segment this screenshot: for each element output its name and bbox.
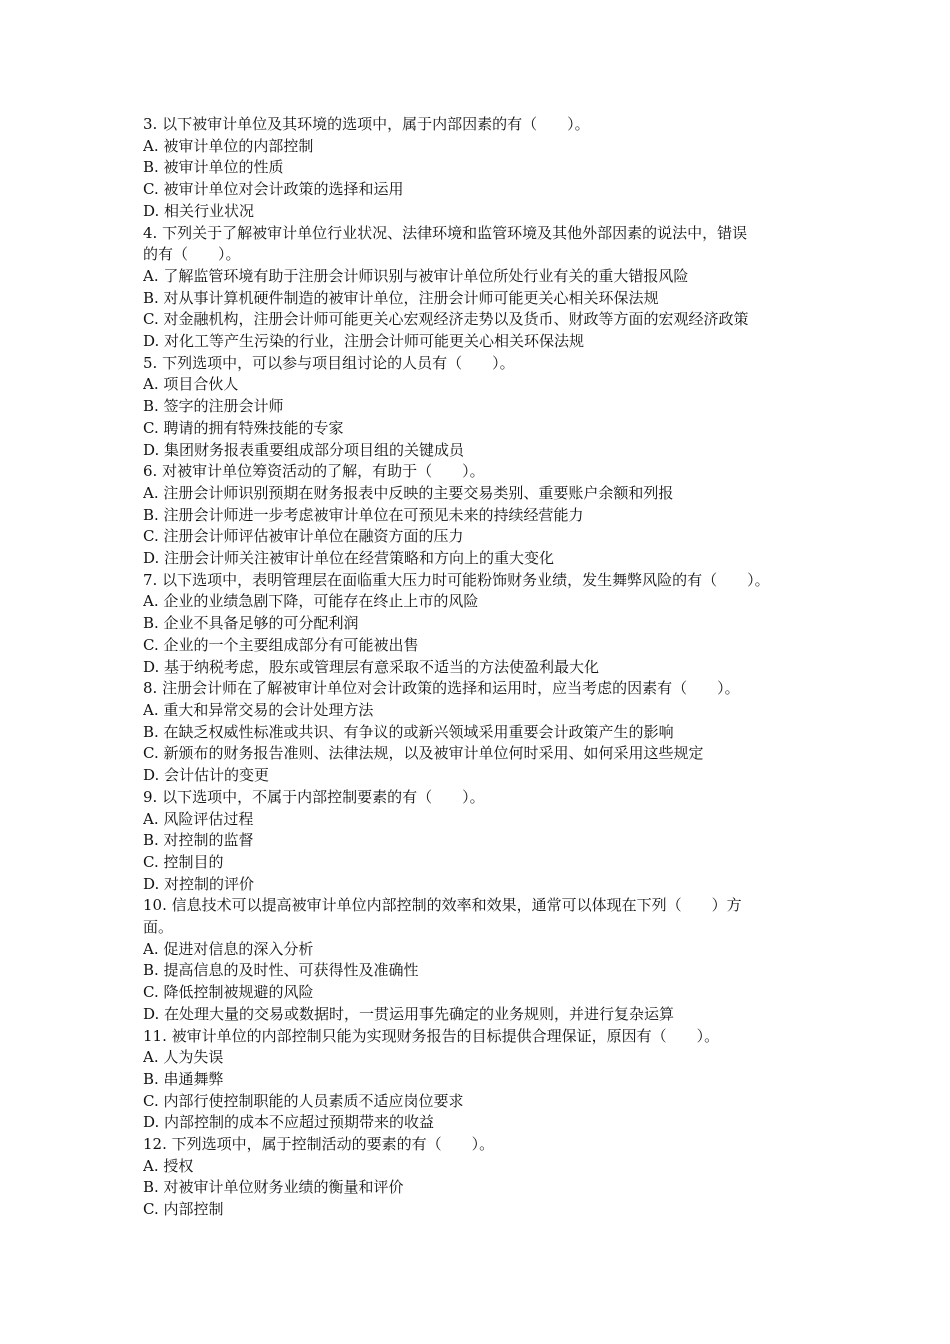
text-line: C. 新颁布的财务报告准则、法律法规，以及被审计单位何时采用、如何采用这些规定	[143, 744, 704, 763]
text-line: 面。	[143, 918, 174, 937]
text-line: 的有（ ）。	[143, 245, 241, 264]
text-line: D. 对控制的评价	[143, 874, 255, 893]
text-line: B. 在缺乏权威性标准或共识、有争议的或新兴领域采用重要会计政策产生的影响	[143, 722, 674, 741]
text-line: 9. 以下选项中，不属于内部控制要素的有（ ）。	[143, 787, 485, 806]
text-line: B. 对控制的监督	[143, 831, 254, 850]
text-line: A. 项目合伙人	[143, 375, 239, 394]
text-line: 4. 下列关于了解被审计单位行业状况、法律环境和监管环境及其他外部因素的说法中，错误	[143, 223, 748, 242]
text-line: 12. 下列选项中，属于控制活动的要素的有（ ）。	[143, 1135, 495, 1154]
text-line: B. 企业不具备足够的可分配利润	[143, 614, 359, 633]
text-line: B. 串通舞弊	[143, 1069, 224, 1088]
text-line: D. 基于纳税考虑，股东或管理层有意采取不适当的方法使盈利最大化	[143, 657, 600, 676]
text-line: C. 内部行使控制职能的人员素质不适应岗位要求	[143, 1091, 464, 1110]
text-line: A. 授权	[143, 1156, 194, 1175]
text-line: B. 被审计单位的性质	[143, 158, 284, 177]
text-line: 3. 以下被审计单位及其环境的选项中，属于内部因素的有（ ）。	[143, 115, 590, 133]
text-line: B. 签字的注册会计师	[143, 397, 284, 416]
text-line: A. 风险评估过程	[143, 809, 254, 828]
text-line: C. 聘请的拥有特殊技能的专家	[143, 418, 344, 437]
text-line: D. 内部控制的成本不应超过预期带来的收益	[143, 1113, 435, 1132]
text-line: C. 被审计单位对会计政策的选择和运用	[143, 180, 404, 199]
text-line: 8. 注册会计师在了解被审计单位对会计政策的选择和运用时，应当考虑的因素有（ ）。	[143, 679, 740, 698]
text-line: D. 对化工等产生污染的行业，注册会计师可能更关心相关环保法规	[143, 332, 585, 351]
text-line: C. 企业的一个主要组成部分有可能被出售	[143, 635, 419, 654]
text-line: C. 对金融机构，注册会计师可能更关心宏观经济走势以及货币、财政等方面的宏观经济政策	[143, 310, 749, 329]
text-line: D. 在处理大量的交易或数据时，一贯运用事先确定的业务规则，并进行复杂运算	[143, 1004, 675, 1023]
text-line: 10. 信息技术可以提高被审计单位内部控制的效率和效果，通常可以体现在下列（ ）方	[143, 896, 742, 915]
text-line: D. 会计估计的变更	[143, 766, 270, 785]
text-line: A. 重大和异常交易的会计处理方法	[143, 700, 374, 719]
text-line: B. 提高信息的及时性、可获得性及准确性	[143, 961, 419, 980]
text-line: 5. 下列选项中，可以参与项目组讨论的人员有（ ）。	[143, 353, 515, 372]
text-line: A. 企业的业绩急剧下降，可能存在终止上市的风险	[143, 592, 479, 611]
text-line: D. 注册会计师关注被审计单位在经营策略和方向上的重大变化	[143, 549, 555, 568]
text-line: 6. 对被审计单位筹资活动的了解，有助于（ ）。	[143, 462, 485, 481]
text-line: A. 注册会计师识别预期在财务报表中反映的主要交易类别、重要账户余额和列报	[143, 483, 674, 502]
text-line: 7. 以下选项中，表明管理层在面临重大压力时可能粉饰财务业绩，发生舞弊风险的有（ ）。	[143, 570, 770, 589]
text-line: C. 内部控制	[143, 1200, 224, 1219]
document-body	[143, 114, 815, 1221]
text-line: C. 控制目的	[143, 852, 224, 871]
text-line: B. 注册会计师进一步考虑被审计单位在可预见未来的持续经营能力	[143, 505, 584, 524]
text-line: B. 对从事计算机硬件制造的被审计单位，注册会计师可能更关心相关环保法规	[143, 288, 659, 307]
text-line: D. 集团财务报表重要组成部分项目组的关键成员	[143, 440, 465, 459]
text-line: A. 被审计单位的内部控制	[143, 136, 314, 155]
text-line: C. 降低控制被规避的风险	[143, 983, 314, 1002]
text-line: C. 注册会计师评估被审计单位在融资方面的压力	[143, 527, 464, 546]
text-line: A. 了解监管环境有助于注册会计师识别与被审计单位所处行业有关的重大错报风险	[143, 266, 689, 285]
text-line: A. 人为失误	[143, 1048, 224, 1067]
text-line: D. 相关行业状况	[143, 201, 255, 220]
text-line: B. 对被审计单位财务业绩的衡量和评价	[143, 1178, 404, 1197]
text-line: 11. 被审计单位的内部控制只能为实现财务报告的目标提供合理保证，原因有（ ）。	[143, 1026, 720, 1045]
text-line: A. 促进对信息的深入分析	[143, 939, 314, 958]
